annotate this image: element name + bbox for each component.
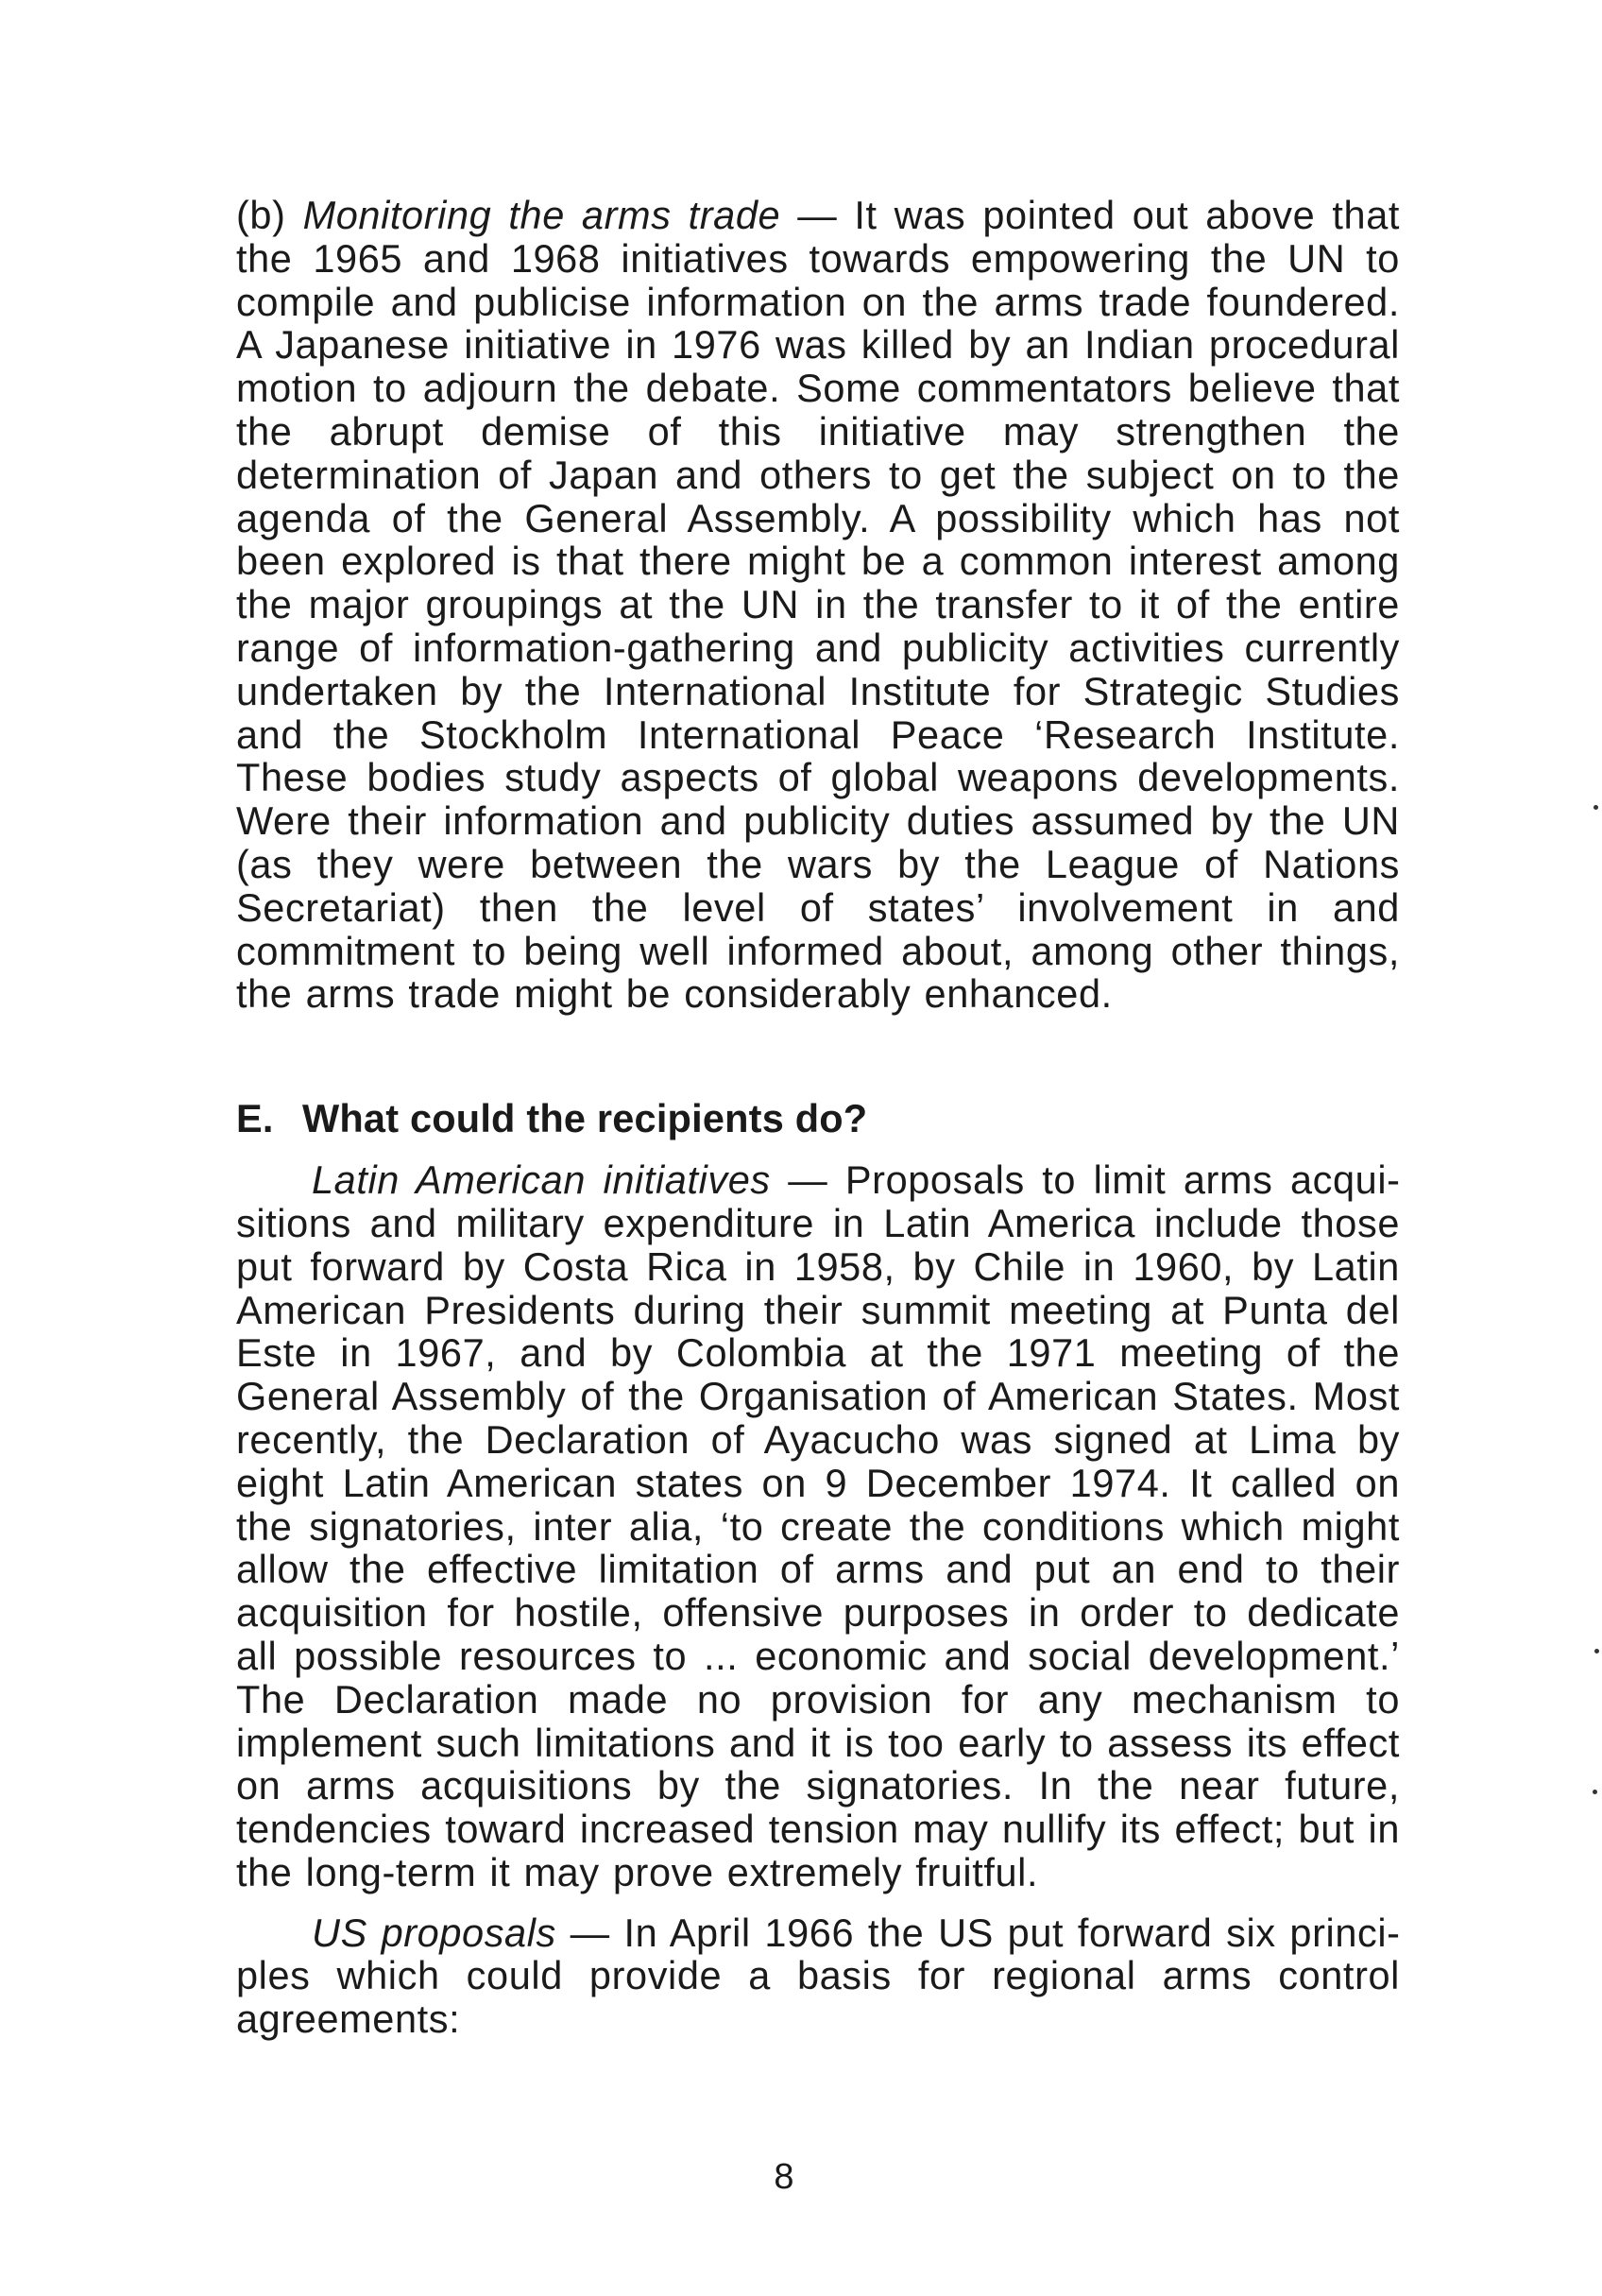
- scan-speck: [1593, 1790, 1597, 1794]
- section-heading-label: E.: [236, 1096, 274, 1141]
- page-body: [236, 194, 1400, 2041]
- page-number: 8: [774, 2157, 794, 2197]
- section-heading: [236, 1096, 1400, 1141]
- paragraph-monitoring-arms-trade: [236, 194, 1400, 1016]
- paragraph-text-us-proposals: — In April 1966 the US put forward six principles which could provide a basis for regional arms control agreements:: [236, 1910, 1400, 2042]
- section-heading-title: What could the recipients do?: [302, 1096, 868, 1141]
- paragraph-text-monitoring: — It was pointed out above that the 1965 and 1968 initiatives towards empowering the UN to compile and publicise information on the arms trade foundered. A Japanese initiative in 1976 was killed by an Indian procedural motion to adjourn the debate. Some commentators believe that the abrupt demise of this initiative may strengthen the determination of Japan and others to get the subject on to the agenda of the General Assembly. A possibility which has not been explored is that there might be a common interest among the major groupings at the UN in the transfer to it of the entire range of information-gathering and publicity activities currently undertaken by the International Institute for Strategic Studies and the Stockholm International Peace ‘Research Institute. These bodies study aspects of global weapons developments. Were their information and publicity duties assumed by the UN (as they were between the wars by the League of Nations Secretariat) then the level of states’ involvement in and commitment to being well informed about, among other things, the arms trade might be considerably enhanced.: [236, 193, 1401, 1017]
- paragraph-lead-latin-american: Latin American initiatives: [312, 1157, 771, 1203]
- paragraph-lead-us-proposals: US proposals: [312, 1910, 556, 1955]
- item-marker: (b): [236, 193, 303, 237]
- paragraph-us-proposals: [236, 1911, 1400, 2041]
- scan-speck: [1594, 1649, 1599, 1653]
- scan-speck: [1593, 805, 1598, 810]
- paragraph-lead-monitoring: Monitoring the arms trade: [302, 193, 781, 237]
- paragraph-text-latin-american: — Proposals to limit arms acquisitions and military expenditure in Latin America include those put forward by Costa Rica in 1958, by Chile in 1960, by Latin American Presidents during their summit meeting at Punta del Este in 1967, and by Colombia at the 1971 meeting of the General Assembly of the Organisation of American States. Most recently, the Declaration of Ayacucho was signed at Lima by eight Latin American states on 9 December 1974. It called on the signatories, inter alia, ‘to create the conditions which might allow the effective limitation of arms and put an end to their acquisition for hostile, offensive purposes in order to dedicate all possible resources to ... economic and social development.’ The Declaration made no provision for any mechanism to implement such limitations and it is too early to assess its effect on arms acquisitions by the signatories. In the near future, tendencies toward increased tension may nullify its effect; but in the long-term it may prove extremely fruitful.: [236, 1157, 1400, 1894]
- paragraph-latin-american-initiatives: [236, 1158, 1400, 1894]
